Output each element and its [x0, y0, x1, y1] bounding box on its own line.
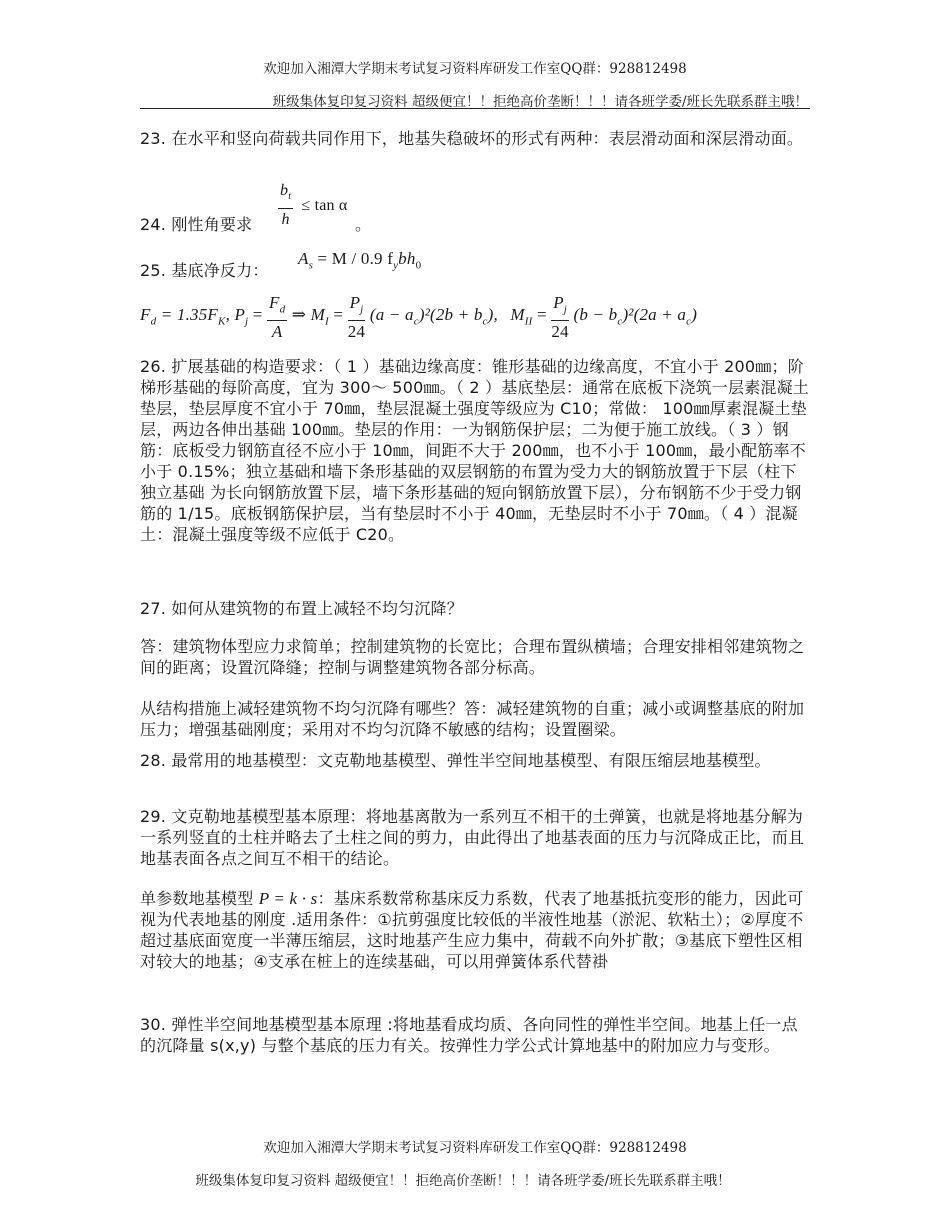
header-line-1: 欢迎加入湘潭大学期末考试复习资料库研发工作室QQ群：928812498	[263, 61, 687, 77]
item-24-tail: 。	[355, 215, 372, 234]
pj-over-24-fraction-2: $\frac{P_j}{24}$	[551, 293, 569, 342]
item-28: 28. 最常用的地基模型：文克勒地基模型、弹性半空间地基模型、有限压缩层地基模型。	[140, 751, 771, 770]
item-29: 29. 文克勒地基模型基本原理：将地基离散为一系列互不相干的土弹簧，也就是将地基分解为一系列竖直的土柱并略去了土柱之间的剪力，由此得出了地基表面的压力与沉降成正比，而且地基表面各点之间互不相干的结论。	[140, 807, 805, 868]
footer-line-1: 欢迎加入湘潭大学期末考试复习资料库研发工作室QQ群：928812498	[263, 1140, 687, 1156]
item-30: 30. 弹性半空间地基模型基本原理 :将地基看成均质、各向同性的弹性半空间。地基上任一点的沉降量 s(x,y) 与整个基底的压力有关。按弹性力学公式计算地基中的附加应力与变形。	[140, 1015, 798, 1055]
item-27-structural: 从结构措施上减轻建筑物不均匀沉降有哪些？答：减轻建筑物的自重；减小或调整基底的附加压力；增强基础刚度；采用对不均匀沉降不敏感的结构；设置圈梁。	[140, 699, 805, 739]
as-formula: $A_s = M / 0.9$ $f_ybh_0$	[298, 249, 422, 272]
fd-over-a-fraction: $\frac{F_d}{A}$	[269, 293, 286, 342]
item-27-answer: 答：建筑物体型应力求简单；控制建筑物的长宽比；合理布置纵横墙；合理安排相邻建筑物之间的距离；设置沉降缝；控制与调整建筑物各部分标高。	[140, 637, 805, 677]
item-29-single-param	[140, 888, 810, 972]
single-param-label: 单参数地基模型	[140, 889, 254, 908]
item-27-question: 27. 如何从建筑物的布置上减轻不均匀沉降？	[140, 599, 463, 618]
header-divider	[140, 108, 810, 109]
item-25	[140, 248, 810, 278]
item-24-label: 24. 刚性角要求	[140, 215, 253, 234]
rigid-fraction: $\frac{b_t}{h}$	[280, 182, 292, 229]
net-reaction-formula: $F_d = 1.35F_K$, $P_j$ = $\frac{F_d}{A}$ ⇒ $M_I$ = $\frac{P_j}{24}$ $(a - a_c)^2(2b + b_c)$, $M_{II}$ = $\frac{P_j}{24}$ $(b - b_c)^2(2a + a_c)$	[140, 293, 698, 342]
pks-formula: P = k · s	[258, 889, 318, 908]
footer-line-2: 班级集体复印复习资料 超级便宜！！拒绝高价垄断！！！请各班学委/班长先联系群主哦！	[195, 1173, 731, 1189]
header-line-2: 班级集体复印复习资料 超级便宜！！拒绝高价垄断！！！请各班学委/班长先联系群主哦！	[272, 94, 808, 110]
item-26: 26. 扩展基础的构造要求：（ 1 ）基础边缘高度：锥形基础的边缘高度，不宜小于 200㎜；阶梯形基础的每阶高度，宜为 300～ 500㎜。（ 2 ）基底垫层：通常在底板下浇筑一层素混凝土垫层，垫层厚度不宜小于 70㎜，垫层混凝土强度等级应为 C10；常做： 100㎜厚素混凝土垫层，两边各伸出基础 100㎜。垫层的作用：一为钢筋保护层；二为便于施工放线。（ 3 ）钢筋：底板受力钢筋直径不应小于 10㎜，间距不大于 200㎜，也不小于 100㎜，最小配筋率不小于 0.15%；独立基础和墙下条形基础的双层钢筋的布置为受力大的钢筋放置于下层（柱下独立基础 为长向钢筋放置下层，墙下条形基础的短向钢筋放置下层），分布钢筋不少于受力钢筋的 1/15。底板钢筋保护层，当有垫层时不小于 40㎜，无垫层时不小于 70㎜。（ 4 ）混凝土：混凝土强度等级不应低于 C20。	[140, 357, 810, 544]
single-param-text: ：基床系数常称基床反力系数，代表了地基抵抗变形的能力，因此可视为代表地基的刚度 .适用条件：①抗剪强度比较低的半液性地基（淤泥、软粘土）；②厚度不超过基底面宽度一半薄压缩层，这时地基产生应力集中，荷载不向外扩散；③基底下塑性区相对较大的地基；④支承在桩上的连续基础，可以用弹簧体系代替褂	[140, 889, 804, 971]
item-25-label: 25. 基底净反力：	[140, 261, 269, 280]
pj-over-24-fraction: $\frac{P_j}{24}$	[347, 293, 366, 342]
item-24	[140, 180, 810, 240]
rigid-angle-formula: $\frac{b_t}{h}$ ≤ tan α	[278, 180, 348, 231]
item-23: 23. 在水平和竖向荷载共同作用下，地基失稳破坏的形式有两种：表层滑动面和深层滑动面。	[140, 129, 804, 148]
